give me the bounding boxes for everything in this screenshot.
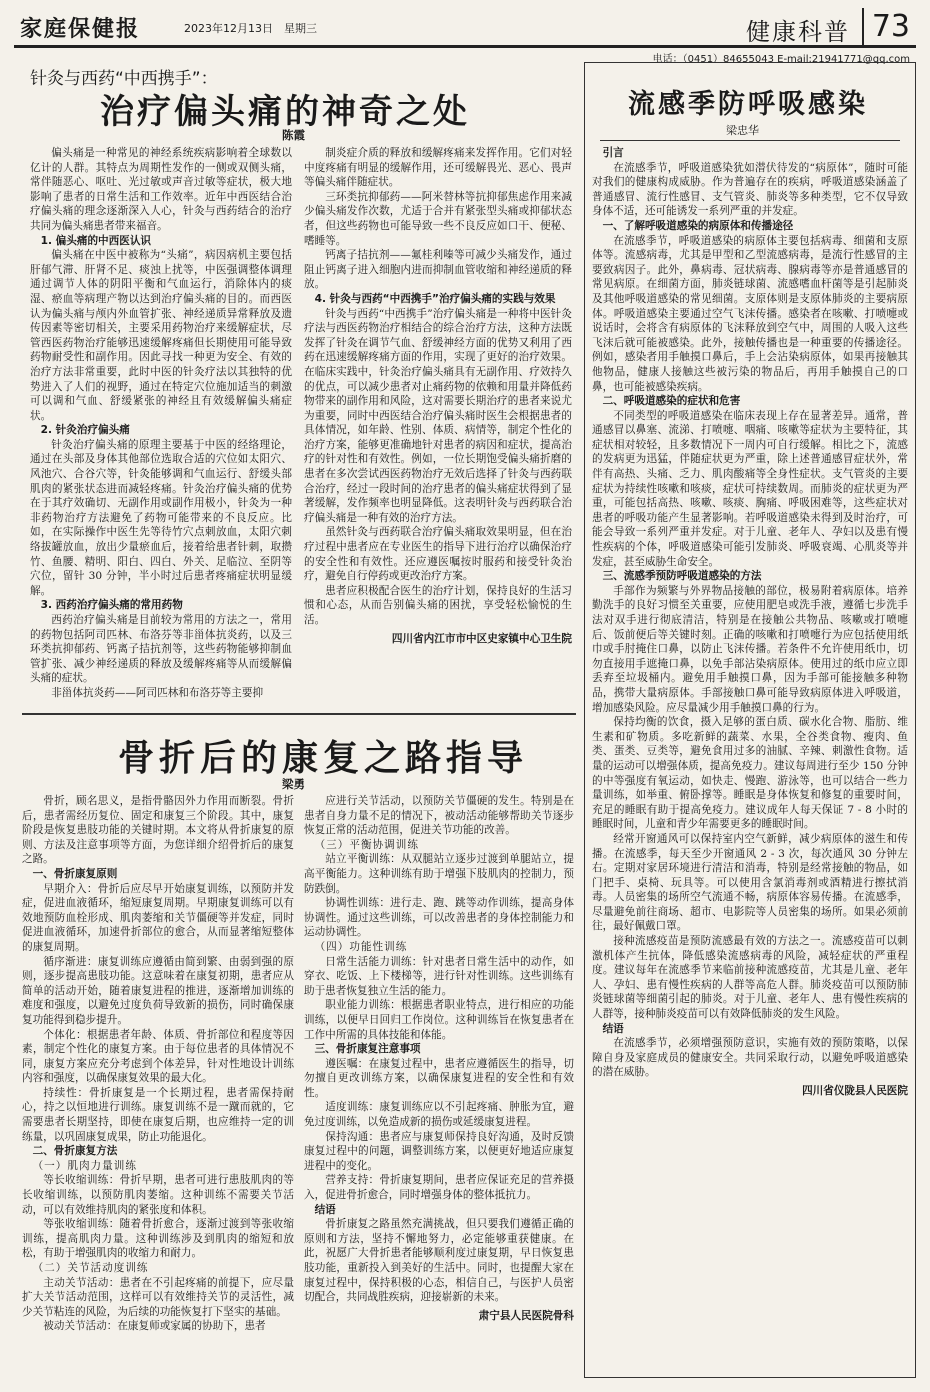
section-heading: 1. 偏头痛的中西医认识 bbox=[40, 234, 152, 247]
contact-line: 电话：（0451）84655043 E-mail:21941771@qq.com bbox=[652, 54, 910, 65]
article1-column-1 bbox=[30, 146, 292, 709]
article3-rule bbox=[600, 140, 900, 141]
section-heading: 一、了解呼吸道感染的病原体和传播途径 bbox=[602, 219, 794, 232]
paragraph: 主动关节活动：患者在不引起疼痛的前提下，应尽量扩大关节活动范围，这样可以有效维持关节的灵活性，减少关节粘连的风险，为后续的功能恢复打下坚实的基础。 bbox=[22, 1276, 294, 1318]
paragraph: 患者应积极配合医生的治疗计划，保持良好的生活习惯和心态，从而告别偏头痛的困扰，享受轻松愉悦的生活。 bbox=[304, 584, 572, 626]
subsection-heading: （四）功能性训练 bbox=[314, 940, 408, 953]
article1-title: 治疗偏头痛的神奇之处 bbox=[100, 92, 470, 132]
paragraph: 日常生活能力训练：针对患者日常生活中的动作，如穿衣、吃饭、上下楼梯等，进行针对性训练。这些训练有助于患者恢复独立生活的能力。 bbox=[304, 955, 574, 997]
section-heading: 二、骨折康复方法 bbox=[32, 1145, 118, 1158]
paragraph: 偏头痛是一种常见的神经系统疾病影响着全球数以亿计的人群。其特点为周期性发作的一侧或双侧头痛，常伴随恶心、呕吐、光过敏或声音过敏等症状，极大地影响了患者的日常生活和工作效率。近年中西医结合治疗偏头痛的理念逐渐深入人心，针灸与西药结合的治疗共同为偏头痛患者带来福音。 bbox=[30, 147, 292, 232]
paragraph: 等张收缩训练：随着骨折愈合，逐渐过渡到等张收缩训练，提高肌肉力量。这种训练涉及到肌肉的缩短和放松，有助于增强肌肉的收缩力和耐力。 bbox=[22, 1218, 294, 1260]
section-heading: 4. 针灸与西药“中西携手”治疗偏头痛的实践与效果 bbox=[314, 292, 556, 305]
section-heading: 3. 西药治疗偏头痛的常用药物 bbox=[40, 599, 183, 612]
section-heading: 结语 bbox=[602, 1022, 624, 1035]
article2-author: 梁勇 bbox=[282, 777, 305, 791]
article3-title: 流感季防呼吸感染 bbox=[628, 89, 868, 120]
author-affiliation: 四川省仪陇县人民医院 bbox=[802, 1085, 908, 1097]
article2-title: 骨折后的康复之路指导 bbox=[118, 737, 529, 779]
subsection-heading: （三）平衡协调训练 bbox=[314, 838, 419, 851]
paragraph: 骨折，顾名思义，是指骨骼因外力作用而断裂。骨折后，患者需经历复位、固定和康复三个阶段。其中，康复阶段是恢复患肢功能的关键时期。本文将从骨折康复的原则、方法及注意事项等方面，为您详细介绍骨折后的康复之路。 bbox=[22, 795, 294, 866]
paragraph: 协调性训练：进行走、跑、跳等动作训练，提高身体协调性。通过这些训练，可以改善患者的身体控制能力和运动协调性。 bbox=[304, 897, 574, 939]
article1-column-2 bbox=[304, 146, 572, 709]
paragraph: 在流感季节，必须增强预防意识，实施有效的预防策略，以保障自身及家庭成员的健康安全。共同采取行动，以避免呼吸道感染的潜在威胁。 bbox=[592, 1037, 908, 1079]
paragraph: 等长收缩训练：骨折早期，患者可进行患肢肌肉的等长收缩训练，以预防肌肉萎缩。这种训练不需要关节活动，可以有效维持肌肉的紧张度和体积。 bbox=[22, 1174, 294, 1216]
paragraph: 经常开窗通风可以保持室内空气新鲜，减少病原体的滋生和传播。在流感季，每天至少开窗通风 2 - 3 次，每次通风 30 分钟左右。定期对家居环境进行清洁和消毒，特别是经常接触的物品，如门把手、桌椅、玩具等。可以使用含氯消毒剂或酒精进行擦拭消毒。人员密集的场所空气流通不畅，病原体容易传播。在流感季，尽量避免前往商场、超市、电影院等人员密集的场所。如果必须前往，最好佩戴口罩。 bbox=[592, 832, 908, 933]
subsection-heading: （一）肌肉力量训练 bbox=[32, 1159, 137, 1172]
section-heading: 引言 bbox=[602, 147, 624, 159]
section-heading: 三、骨折康复注意事项 bbox=[314, 1043, 421, 1056]
paragraph: 循序渐进：康复训练应遵循由简到繁、由弱到强的原则，逐步提高患肢功能。这意味着在康复初期，患者应从简单的活动开始，随着康复进程的推进，逐渐增加训练的难度和强度，以避免过度负荷导致新的损伤，同时确保康复功能得到稳步提升。 bbox=[22, 955, 294, 1026]
section-heading: 二、呼吸道感染的症状和危害 bbox=[602, 395, 741, 408]
paragraph: 职业能力训练：根据患者职业特点，进行相应的功能训练，以便早日回归工作岗位。这种训练旨在恢复患者在工作中所需的具体技能和体能。 bbox=[304, 999, 574, 1041]
article3-author: 梁忠华 bbox=[726, 124, 759, 137]
paragraph: 在流感季节，呼吸道感染犹如潜伏待发的“病原体”，随时可能对我们的健康构成威胁。作为普遍存在的疾病，呼吸道感染涵盖了普通感冒、流行性感冒、支气管炎、肺炎等多种类型，它不仅导致身体不适，还可能诱发一系列严重的并发症。 bbox=[592, 161, 908, 218]
paragraph: 钙离子拮抗剂——氟桂利嗪等可减少头痛发作，通过阻止钙离子进入细胞内进而抑制血管收缩和神经递质的释放。 bbox=[304, 249, 572, 291]
paragraph: 营养支持：骨折康复期间，患者应保证充足的营养摄入，促进骨折愈合，同时增强身体的整体抵抗力。 bbox=[304, 1174, 574, 1202]
article2-column-1 bbox=[22, 794, 294, 1384]
paper-name: 家庭保健报 bbox=[20, 17, 141, 42]
article3-body bbox=[592, 146, 908, 1374]
paragraph: 被动关节活动：在康复师或家属的协助下，患者 bbox=[43, 1320, 266, 1333]
paragraph: 针灸治疗偏头痛的原理主要基于中医的经络理论，通过在头部及身体其他部位选取合适的穴位如太阳穴、风池穴、合谷穴等，针灸能够调和气血运行、舒缓头部肌肉的紧张状态进而减轻疼痛。针灸治疗偏头痛的优势在于其疗效确切、无副作用或副作用极小，针灸为一种非药物治疗方法避免了药物可能带来的不良反应。比如，在实际操作中医生先等待竹穴点刺放血，太阳穴刺络拔罐放血，放出少量瘀血后，接着给患者针刺，取攒竹、鱼腰、精明、阳白、四白、外关、足临泣、至阴等穴位，留针 30 分钟，半小时过后患者疼痛症状明显缓解。 bbox=[30, 438, 292, 597]
paragraph: 手部作为频繁与外界物品接触的部位，极易附着病原体。培养勤洗手的良好习惯至关重要，应使用肥皂或洗手液，遵循七步洗手法对双手进行彻底清洁，特别是在接触公共物品、咳嗽或打喷嚏后、饭前便后等关键时刻。正确的咳嗽和打喷嚏行为应包括使用纸巾或手肘掩住口鼻，以防止飞沫传播。若条件不允许使用纸巾，切勿直接用手遮掩口鼻，以免手部沾染病原体。使用过的纸巾应立即丢弃至垃圾桶内。避免用手触摸口鼻，因为手部可能接触多种物品，携带大量病原体。手部接触口鼻可能导致病原体进入呼吸道，增加感染风险。应尽量减少用手触摸口鼻的行为。 bbox=[592, 584, 908, 714]
paragraph: 保持沟通：患者应与康复师保持良好沟通，及时反馈康复过程中的问题，调整训练方案，以便更好地适应康复进程中的变化。 bbox=[304, 1130, 574, 1172]
article1-author: 陈霞 bbox=[282, 128, 305, 142]
paragraph: 西药治疗偏头痛是目前较为常用的方法之一，常用的药物包括阿司匹林、布洛芬等非甾体抗炎药，以及三环类抗抑郁药、钙离子拮抗剂等，这些药物能够抑制血管扩张、减少神经递质的释放及缓解疼痛等从而缓解偏头痛的症状。 bbox=[30, 614, 292, 685]
section-heading: 结语 bbox=[314, 1203, 336, 1216]
paragraph: 个体化：根据患者年龄、体质、骨折部位和程度等因素，制定个性化的康复方案。由于每位患者的具体情况不同，康复方案应充分考虑到个体差异，针对性地设计训练内容和强度，以确保康复效果的最大化。 bbox=[22, 1028, 294, 1085]
page-number: 73 bbox=[862, 8, 910, 46]
paragraph: 接种流感疫苗是预防流感最有效的方法之一。流感疫苗可以刺激机体产生抗体，降低感染流感病毒的风险，减轻症状的严重程度。建议每年在流感季节来临前接种流感疫苗，尤其是儿童、老年人、孕妇、患有慢性疾病的人群等高危人群。肺炎疫苗可以预防肺炎链球菌等细菌引起的肺炎。对于儿童、老年人、患有慢性疾病的人群等，接种肺炎疫苗可以有效降低肺炎的发生风险。 bbox=[592, 935, 908, 1021]
paragraph: 遵医嘱：在康复过程中，患者应遵循医生的指导，切勿擅自更改训练方案，以确保康复进程的安全性和有效性。 bbox=[304, 1057, 574, 1099]
section-heading: 2. 针灸治疗偏头痛 bbox=[40, 424, 130, 437]
paragraph: 应进行关节活动，以预防关节僵硬的发生。特别是在患者自身力量不足的情况下，被动活动能够帮助关节逐步恢复正常的活动范围，促进关节功能的改善。 bbox=[304, 795, 574, 837]
paragraph: 在流感季节，呼吸道感染的病原体主要包括病毒、细菌和支原体等。流感病毒，尤其是甲型和乙型流感病毒，是流行性感冒的主要致病因子。此外，鼻病毒、冠状病毒、腺病毒等亦是普通感冒的常见病原。在细菌方面，肺炎链球菌、流感嗜血杆菌等是引起肺炎及其他呼吸道感染的常见细菌。支原体则是支原体肺炎的主要病原体。呼吸道感染主要通过空气飞沫传播。感染者在咳嗽、打喷嚏或说话时，会将含有病原体的飞沫释放到空气中，周围的人吸入这些飞沫后就可能被感染。此外，接触传播也是一种重要的传播途径。例如，感染者用手触摸口鼻后，手上会沾染病原体，如果再接触其他物品，健康人接触这些被污染的物品后，再用手触摸自己的口鼻，也可能被感染疾病。 bbox=[592, 234, 908, 393]
paragraph: 偏头痛在中医中被称为“头痛”，病因病机主要包括肝郁气滞、肝肾不足、痰浊上扰等，中医强调整体调理通过调节人体的阴阳平衡和气血运行，消除体内的痰湿、瘀血等病理产物以达到治疗偏头痛的目的。而西医认为偏头痛与颅内外血管扩张、神经递质异常释放及遗传因素等密切相关，主要采用药物治疗来缓解症状，尽管西医药物治疗能够迅速缓解疼痛但长期使用可能导致药物耐受性和副作用。因此寻找一种更为安全、有效的治疗方法非常重要，此时中医的针灸疗法以其独特的优势进入了人们的视野，通过在特定穴位施加适当的刺激可以调和气血、舒缓紧张的神经且有效缓解偏头痛症状。 bbox=[30, 249, 292, 422]
paragraph: 不同类型的呼吸道感染在临床表现上存在显著差异。通常，普通感冒以鼻塞、流涕、打喷嚏、咽痛、咳嗽等症状为主要特征，其症状相对较轻，且多数情况下一周内可自行缓解。相比之下，流感的发病更为迅猛，伴随症状更为严重，除上述普通感冒症状外，常伴有高热、头痛、乏力、肌肉酸痛等全身性症状。支气管炎的主要症状为持续性咳嗽和咳痰，症状可持续数周。而肺炎的症状更为严重，可能包括高热、咳嗽、咳痰、胸痛、呼吸困难等，这些症状对患者的呼吸功能产生显著影响。若呼吸道感染未得到及时治疗，可能会导致一系列严重并发症。对于儿童、老年人、孕妇以及患有慢性疾病的个体，呼吸道感染可能引发肺炎、呼吸衰竭、心肌炎等并发症，甚至威胁生命安全。 bbox=[592, 409, 908, 568]
paragraph: 站立平衡训练：从双腿站立逐步过渡到单腿站立，提高平衡能力。这种训练有助于增强下肢肌肉的控制力，预防跌倒。 bbox=[304, 853, 574, 895]
paragraph: 骨折康复之路虽然充满挑战，但只要我们遵循正确的原则和方法，坚持不懈地努力，必定能够重获健康。在此，祝愿广大骨折患者能够顺利度过康复期，早日恢复患肢功能，重新投入到美好的生活中。同时，也提醒大家在康复过程中，保持积极的心态，相信自己，与医护人员密切配合，共同战胜疾病，迎接崭新的未来。 bbox=[304, 1218, 574, 1304]
paragraph: 保持均衡的饮食，摄入足够的蛋白质、碳水化合物、脂肪、维生素和矿物质。多吃新鲜的蔬菜、水果，全谷类食物、瘦肉、鱼类、蛋类、豆类等，避免食用过多的油腻、辛辣、刺激性食物。适量的运动可以增强体质，提高免疫力。建议每周进行至少 150 分钟的中等强度有氧运动，如快走、慢跑、游泳等，也可以结合一些力量训练，如举重、俯卧撑等。睡眠是身体恢复和修复的重要时间，充足的睡眠有助于提高免疫力。建议成年人每天保证 7 - 8 小时的睡眠时间，儿童和青少年需要更多的睡眠时间。 bbox=[592, 716, 908, 831]
paragraph: 针灸与西药“中西携手”治疗偏头痛是一种将中医针灸疗法与西医药物治疗相结合的综合治疗方法，这种方法既发挥了针灸在调节气血、舒缓神经方面的优势又利用了西药在迅速缓解疼痛方面的作用，实现了更好的治疗效果。在临床实践中，针灸治疗偏头痛具有无副作用、疗效持久的优点，可以减少患者对止痛药物的依赖和用量并降低药物带来的副作用和风险，这对需要长期治疗的患者来说尤为重要，同时中西医结合治疗偏头痛时医生会根据患者的具体情况，如年龄、性别、体质、病情等，制定个性化的治疗方案，能够更准确地针对患者的病因和症状，提高治疗的针对性和有效性。例如，一位长期饱受偏头痛折磨的患者在多次尝试西医药物治疗无效后选择了针灸与西药联合治疗，经过一段时间的治疗患者的偏头痛症状得到了显著缓解，发作频率也明显降低。这表明针灸与西药联合治疗偏头痛是一种有效的治疗方法。 bbox=[304, 307, 572, 524]
paragraph: 三环类抗抑郁药——阿米替林等抗抑郁焦虑作用来减少偏头痛发作次数，尤适于合并有紧张型头痛或抑郁状态者，但这些药物也可能导致一些不良反应如口干、便秘、嗜睡等。 bbox=[304, 190, 572, 247]
paragraph: 虽然针灸与西药联合治疗偏头痛取效果明显，但在治疗过程中患者应在专业医生的指导下进行治疗以确保治疗的安全性和有效性。还应遵医嘱按时服药和接受针灸治疗，避免自行停药或更改治疗方案。 bbox=[304, 526, 572, 583]
paragraph: 适度训练：康复训练应以不引起疼痛、肿胀为宜，避免过度训练，以免造成新的损伤或延缓康复进程。 bbox=[304, 1101, 574, 1129]
author-affiliation: 四川省内江市市中区史家镇中心卫生院 bbox=[391, 632, 572, 645]
paragraph: 非甾体抗炎药——阿司匹林和布洛芬等主要抑 bbox=[51, 686, 264, 699]
masthead bbox=[14, 8, 916, 48]
subsection-heading: （二）关节活动度训练 bbox=[32, 1262, 149, 1274]
article1-subtitle: 针灸与西药“中西携手”： bbox=[30, 69, 218, 89]
issue-weekday: 星期三 bbox=[284, 22, 317, 35]
section-name: 健康科普 bbox=[746, 18, 850, 46]
article2-column-2 bbox=[304, 794, 574, 1384]
author-affiliation: 肃宁县人民医院骨科 bbox=[478, 1309, 574, 1322]
paragraph: 早期介入：骨折后应尽早开始康复训练，以预防并发症，促进血液循环，缩短康复周期。早期康复训练可以有效地预防血栓形成、肌肉萎缩和关节僵硬等并发症，同时促进血液循环，加速骨折部位的愈合，从而显著缩短整体的康复周期。 bbox=[22, 882, 294, 953]
section-heading: 一、骨折康复原则 bbox=[32, 867, 118, 880]
paragraph: 持续性：骨折康复是一个长期过程，患者需保持耐心，持之以恒地进行训练。康复训练不是一蹴而就的，它需要患者长期坚持，即使在康复后期，也应维持一定的训练量，以巩固康复成果，防止功能退化。 bbox=[22, 1086, 294, 1143]
section-heading: 三、流感季预防呼吸道感染的方法 bbox=[602, 570, 762, 583]
issue-date: 2023年12月13日 bbox=[184, 22, 273, 35]
article-divider bbox=[22, 713, 576, 715]
paragraph: 制炎症介质的释放和缓解疼痛来发挥作用。它们对轻中度疼痛有明显的缓解作用，还可缓解畏光、恶心、畏声等偏头痛伴随症状。 bbox=[304, 147, 572, 189]
